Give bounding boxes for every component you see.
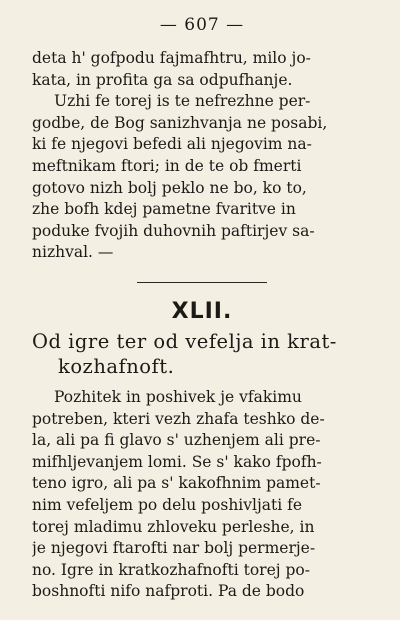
text-line: no. Igre in kratkozhafnofti torej po-: [32, 560, 310, 579]
chapter-title-line: Od igre ter od vefelja in krat-: [32, 329, 337, 353]
text-line: godbe, de Bog sanizhvanja ne posabi,: [32, 113, 328, 132]
text-line: nizhval. —: [32, 243, 114, 262]
text-line: zhe bofh kdej pametne fvaritve in: [32, 200, 296, 219]
text-line: teno igro, ali pa s' kakofhnim pamet-: [32, 474, 321, 493]
page-number: — 607 —: [159, 15, 245, 35]
text-line: kata, in profita ga sa odpufhanje.: [32, 70, 293, 89]
paragraph-admonition: [32, 91, 372, 264]
text-line: je njegovi ftarofti nar bolj permerje-: [32, 539, 316, 558]
paragraph-continued: [32, 48, 372, 91]
text-line: ki fe njegovi befedi ali njegovim na-: [32, 135, 312, 154]
text-line: deta h' gofpodu fajmafhtru, milo jo-: [32, 49, 311, 67]
text-line: poduke fvojih duhovnih paftirjev sa-: [32, 221, 315, 240]
text-line: torej mladimu zhloveku perleshe, in: [32, 517, 315, 536]
text-line: mifhljevanjem lomi. Se s' kako fpofh-: [32, 452, 322, 471]
text-line: la, ali pa fi glavo s' uzhenjem ali pre-: [32, 431, 321, 450]
text-line: potreben, kteri vezh zhafa teshko de-: [32, 409, 325, 428]
paragraph-chapter-opening: [32, 387, 372, 603]
text-line: Uzhi fe torej is te nefrezhne per-: [54, 92, 311, 111]
chapter-title-line: kozhafnoft.: [58, 354, 175, 378]
text-line: boshnofti nifo nafproti. Pa de bodo: [32, 582, 305, 601]
text-line: meftnikam ftori; in de te ob fmerti: [32, 156, 302, 175]
text-line: gotovo nizh bolj peklo ne bo, ko to,: [32, 178, 307, 197]
text-line: Pozhitek in poshivek je vfakimu: [54, 387, 302, 406]
chapter-title: [32, 329, 372, 379]
chapter-number: XLII.: [171, 298, 233, 324]
section-divider: [137, 282, 267, 283]
text-line: nim vefeljem po delu poshivljati fe: [32, 495, 303, 514]
